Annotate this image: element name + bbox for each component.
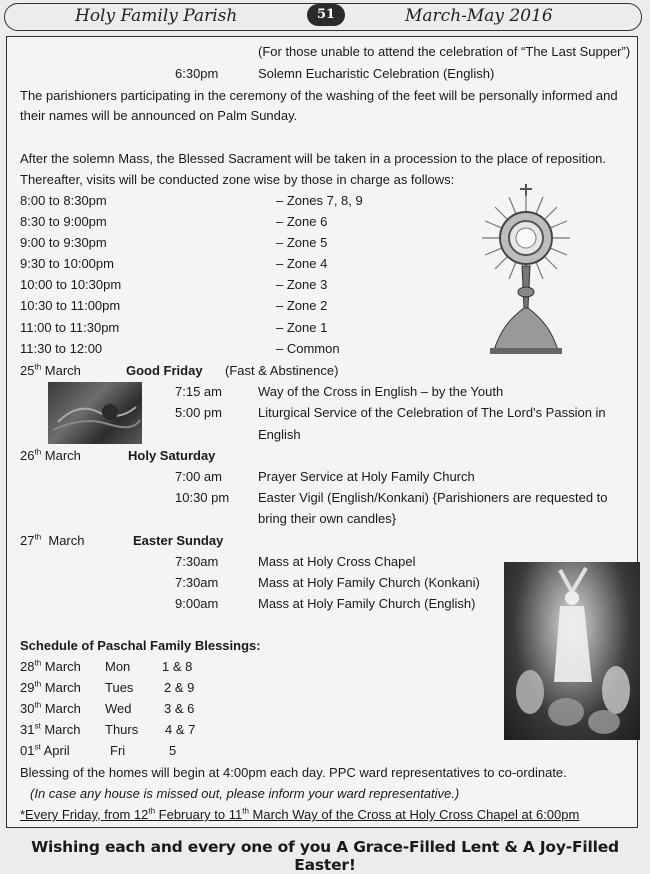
eucharist-time: 6:30pm xyxy=(175,66,219,81)
good-friday-note: (Fast & Abstinence) xyxy=(225,363,339,378)
schedule-time: 7:30am xyxy=(175,575,219,590)
zone-label: – Zone 2 xyxy=(276,298,328,313)
blessing-wards: 3 & 6 xyxy=(164,701,195,716)
procession-para-line1: After the solemn Mass, the Blessed Sacrament will be taken in a procession to the place of reposition. xyxy=(20,151,607,166)
schedule-event-cont: English xyxy=(258,427,301,442)
schedule-time: 7:15 am xyxy=(175,384,222,399)
blessing-date: 29th March xyxy=(20,679,81,695)
parish-name: Holy Family Parish xyxy=(75,6,238,26)
holy-saturday-date: 26th March xyxy=(20,447,81,463)
blessing-weekday: Wed xyxy=(105,701,132,716)
blessing-weekday: Mon xyxy=(105,659,131,674)
blessing-date: 31st March xyxy=(20,721,81,737)
easter-sunday-title: Easter Sunday xyxy=(133,533,224,548)
zone-label: – Common xyxy=(276,341,340,356)
blessing-wards: 4 & 7 xyxy=(165,722,196,737)
schedule-time: 7:00 am xyxy=(175,469,222,484)
crown-of-thorns-image xyxy=(48,382,142,444)
eucharist-event: Solemn Eucharistic Celebration (English) xyxy=(258,66,495,81)
blessing-wards: 2 & 9 xyxy=(164,680,195,695)
missed-house-note: (In case any house is missed out, please inform your ward representative.) xyxy=(30,786,460,801)
zone-label: – Zone 1 xyxy=(276,320,328,335)
zone-label: – Zone 6 xyxy=(276,214,328,229)
good-friday-date: 25th March xyxy=(20,362,81,378)
washing-para-line2: their names will be announced on Palm Sunday. xyxy=(20,108,298,123)
schedule-time: 7:30am xyxy=(175,554,219,569)
schedule-time: 10:30 pm xyxy=(175,490,230,505)
zone-time: 11:30 to 12:00 xyxy=(20,341,103,356)
holy-saturday-title: Holy Saturday xyxy=(128,448,216,463)
issue-date: March-May 2016 xyxy=(405,6,553,26)
washing-para-line1: The parishioners participating in the ceremony of the washing of the feet will be personally informed and xyxy=(20,88,618,103)
good-friday-title: Good Friday xyxy=(126,363,203,378)
blessing-weekday: Tues xyxy=(105,680,134,695)
blessing-date: 30th March xyxy=(20,700,81,716)
zone-time: 9:30 to 10:00pm xyxy=(20,256,114,271)
zone-time: 8:30 to 9:00pm xyxy=(20,214,107,229)
schedule-event: Mass at Holy Cross Chapel xyxy=(258,554,416,569)
easter-sunday-date: 27th March xyxy=(20,532,85,548)
zone-label: – Zone 5 xyxy=(276,235,328,250)
blessing-weekday: Fri xyxy=(110,743,126,758)
zone-time: 8:00 to 8:30pm xyxy=(20,193,107,208)
schedule-event: Mass at Holy Family Church (English) xyxy=(258,596,476,611)
blessing-wards: 1 & 8 xyxy=(162,659,193,674)
blessings-title: Schedule of Paschal Family Blessings: xyxy=(20,638,261,653)
blessing-note: Blessing of the homes will begin at 4:00pm each day. PPC ward representatives to co-ordinate. xyxy=(20,765,567,780)
zone-label: – Zone 4 xyxy=(276,256,328,271)
schedule-event: Easter Vigil (English/Konkani) {Parishioners are requested to xyxy=(258,490,608,505)
easter-greeting: Wishing each and every one of you A Grace-Filled Lent & A Joy-Filled Easter! xyxy=(31,838,619,874)
zone-time: 10:30 to 11:00pm xyxy=(20,298,121,313)
schedule-time: 9:00am xyxy=(175,596,219,611)
blessing-wards: 5 xyxy=(169,743,177,758)
zone-time: 9:00 to 9:30pm xyxy=(20,235,107,250)
schedule-event: Way of the Cross in English – by the Youth xyxy=(258,384,504,399)
schedule-event-cont: bring their own candles} xyxy=(258,511,397,526)
last-supper-note: (For those unable to attend the celebration of “The Last Supper”) xyxy=(258,44,631,59)
blessing-date: 28th March xyxy=(20,658,81,674)
zone-time: 11:00 to 11:30pm xyxy=(20,320,120,335)
blessing-date: 01st April xyxy=(20,742,70,758)
page-number: 51 xyxy=(307,4,345,26)
schedule-event: Prayer Service at Holy Family Church xyxy=(258,469,475,484)
blessing-weekday: Thurs xyxy=(105,722,139,737)
schedule-event: Mass at Holy Family Church (Konkani) xyxy=(258,575,480,590)
zone-label: – Zone 3 xyxy=(276,277,328,292)
risen-christ-image xyxy=(504,562,640,740)
monstrance-image xyxy=(478,180,574,362)
zone-time: 10:00 to 10:30pm xyxy=(20,277,122,292)
schedule-time: 5:00 pm xyxy=(175,405,222,420)
friday-way-of-cross-note: *Every Friday, from 12th February to 11th March Way of the Cross at Holy Cross Chapel at 6:00pm xyxy=(20,806,580,822)
schedule-event: Liturgical Service of the Celebration of The Lord's Passion in xyxy=(258,405,606,420)
procession-para-line2: Thereafter, visits will be conducted zone wise by those in charge as follows: xyxy=(20,172,455,187)
zone-label: – Zones 7, 8, 9 xyxy=(276,193,363,208)
